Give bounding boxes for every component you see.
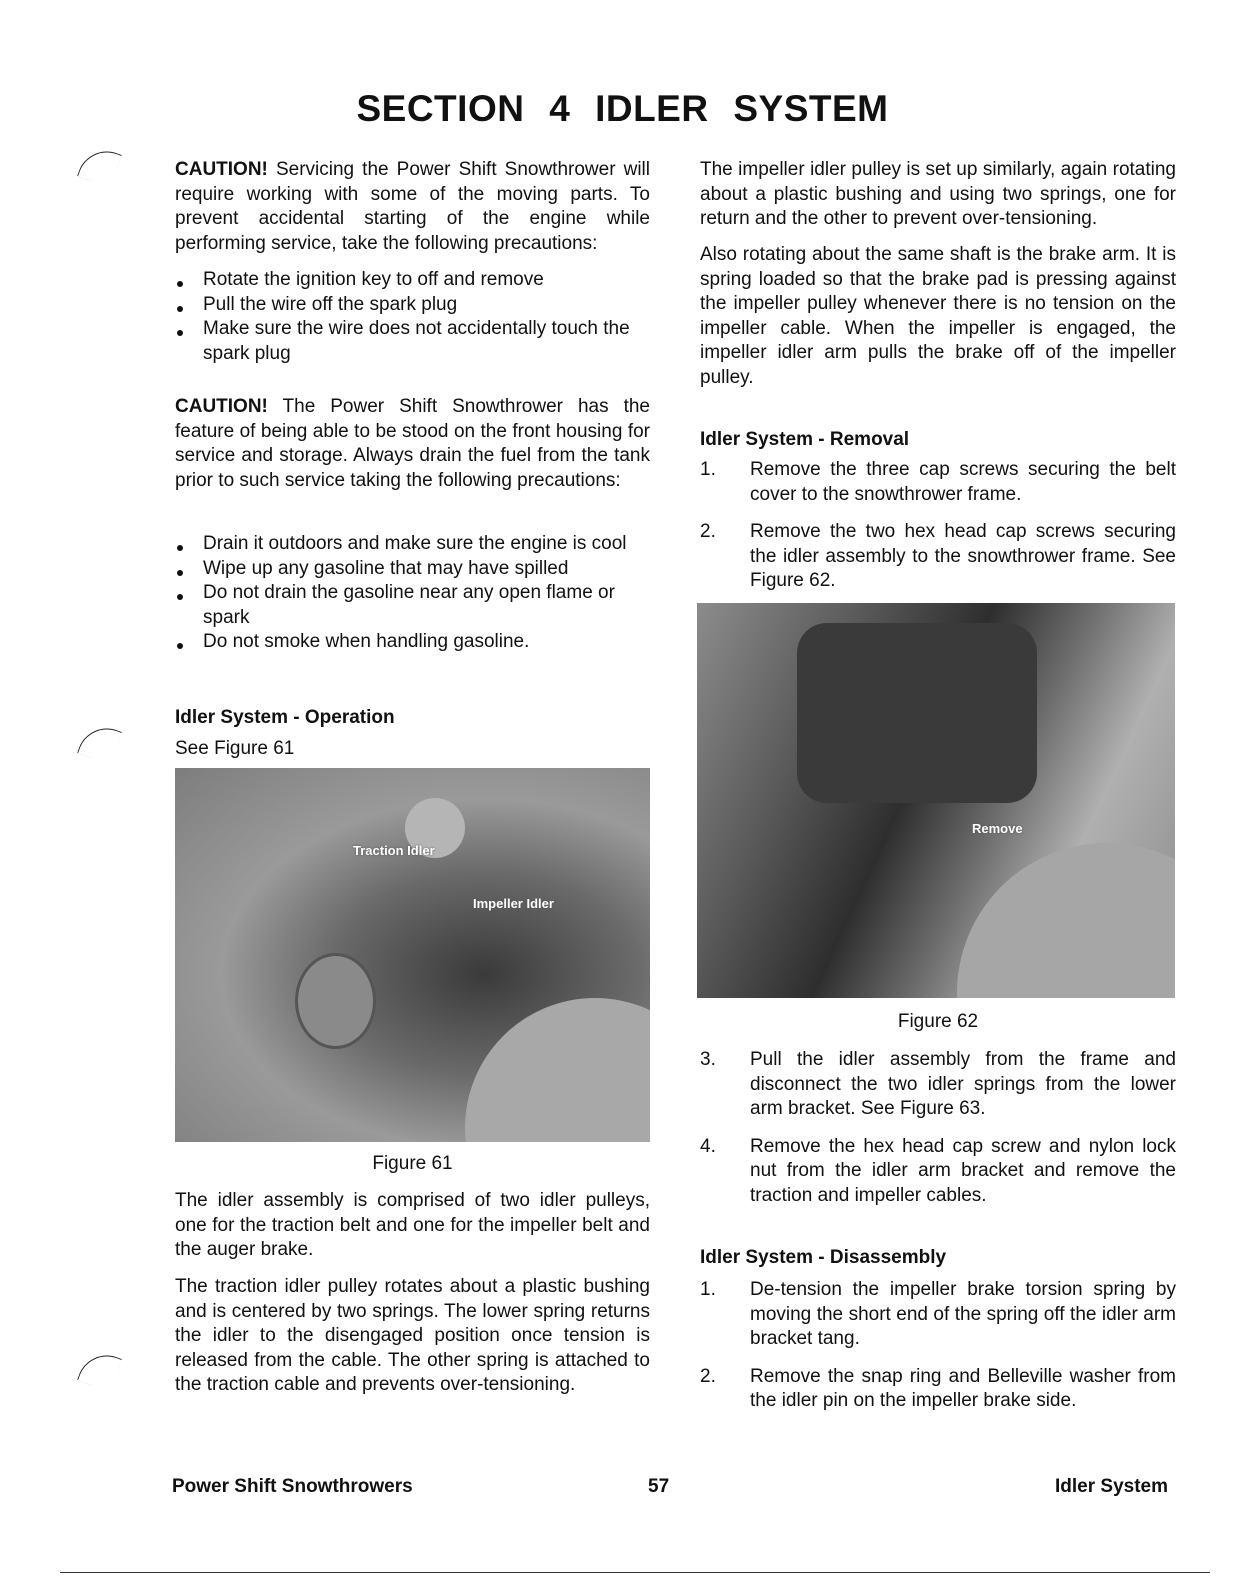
list-item (700, 1048, 1176, 1122)
list-item (700, 458, 1176, 507)
paragraph: The idler assembly is comprised of two idler pulleys, one for the traction belt and one for the impeller belt and the auger brake. (175, 1190, 650, 1260)
binder-hole-mark (77, 720, 122, 765)
impeller-pulley (295, 953, 376, 1049)
binder-hole-mark (77, 143, 122, 188)
list-item (700, 1278, 1176, 1352)
auger-housing (957, 843, 1175, 998)
footer-manual-title: Power Shift Snowthrowers (172, 1476, 413, 1497)
list-item: Drain it outdoors and make sure the engine is cool (175, 532, 650, 557)
operation-heading: Idler System - Operation (175, 707, 395, 728)
list-item: Do not smoke when handling gasoline. (175, 630, 650, 655)
figure-62-photo (697, 603, 1175, 998)
paragraph: The impeller idler pulley is set up similarly, again rotating about a plastic bushing and using two springs, one for return and the other to prevent over-tensioning. (700, 159, 1176, 229)
see-figure-61: See Figure 61 (175, 738, 295, 759)
step-number: 3. (700, 1049, 716, 1070)
caution-text: Servicing the Power Shift Snowthrower will require working with some of the moving parts. To prevent accidental starting of the engine while performing service, take the following precautions: (175, 159, 650, 254)
step-number: 2. (700, 521, 716, 542)
paragraph: The traction idler pulley rotates about a plastic bushing and is centered by two springs. The lower spring returns the idler to the disengaged position once tension is released from the cable. The other spring is attached to the traction cable and prevents over-tensioning. (175, 1276, 650, 1395)
binder-hole-mark (77, 1347, 122, 1392)
impeller-idler-label: Impeller Idler (473, 896, 554, 911)
disassembly-steps (700, 1278, 1176, 1427)
caution-text: The Power Shift Snowthrower has the feature of being able to be stood on the front housing for service and storage. Always drain the fuel from the tank prior to such service taking the following precautions: (175, 396, 650, 491)
step-number: 4. (700, 1135, 716, 1157)
removal-steps-continued (700, 1048, 1176, 1221)
fuel-precautions-list (175, 532, 650, 655)
footer-section: Idler System (1055, 1476, 1168, 1497)
removal-heading: Idler System - Removal (700, 429, 910, 450)
step-text: De-tension the impeller brake torsion spring by moving the short end of the spring off the idler arm bracket tang. (750, 1279, 1176, 1349)
page-title: SECTION 4 IDLER SYSTEM (356, 88, 889, 129)
figure-62-caption: Figure 62 (897, 1011, 979, 1032)
caution-fuel (175, 395, 650, 493)
caution-servicing (175, 158, 650, 256)
caution-label: CAUTION! (175, 396, 268, 417)
step-text: Pull the idler assembly from the frame and disconnect the two idler springs from the lower arm bracket. See Figure 63. (750, 1049, 1176, 1119)
step-text: Remove the hex head cap screw and nylon lock nut from the idler arm bracket and remove the traction and impeller cables. (750, 1135, 1176, 1206)
step-text: Remove the two hex head cap screws securing the idler assembly to the snowthrower frame. See Figure 62. (750, 521, 1176, 591)
removal-steps (700, 458, 1176, 607)
figure-61-caption: Figure 61 (372, 1153, 453, 1174)
list-item: Pull the wire off the spark plug (175, 293, 650, 318)
traction-idler-label: Traction Idler (353, 843, 435, 858)
list-item (700, 520, 1176, 594)
list-item (700, 1135, 1176, 1209)
list-item: Rotate the ignition key to off and remove (175, 268, 650, 293)
footer-rule (60, 1572, 1210, 1573)
list-item: Do not drain the gasoline near any open flame or spark (175, 581, 650, 630)
figure-61-photo (175, 768, 650, 1142)
step-text: Remove the snap ring and Belleville washer from the idler pin on the impeller brake side. (750, 1365, 1176, 1411)
caution-label: CAUTION! (175, 159, 268, 180)
paragraph: Also rotating about the same shaft is the brake arm. It is spring loaded so that the brake pad is pressing against the impeller pulley whenever there is no tension on the impeller cable. When the impeller is engaged, the impeller idler arm pulls the brake off of the impeller pulley. (700, 244, 1176, 388)
step-text: Remove the three cap screws securing the belt cover to the snowthrower frame. (750, 459, 1176, 505)
list-item: Wipe up any gasoline that may have spilled (175, 557, 650, 582)
engine (797, 623, 1037, 803)
remove-label: Remove (972, 821, 1023, 836)
step-number: 2. (700, 1365, 716, 1387)
precautions-list (175, 268, 650, 366)
list-item (700, 1365, 1176, 1414)
housing (465, 998, 650, 1142)
page-number: 57 (648, 1476, 670, 1497)
step-number: 1. (700, 459, 716, 480)
list-item: Make sure the wire does not accidentally touch the spark plug (175, 317, 650, 366)
step-number: 1. (700, 1279, 716, 1300)
disassembly-heading: Idler System - Disassembly (700, 1247, 947, 1268)
